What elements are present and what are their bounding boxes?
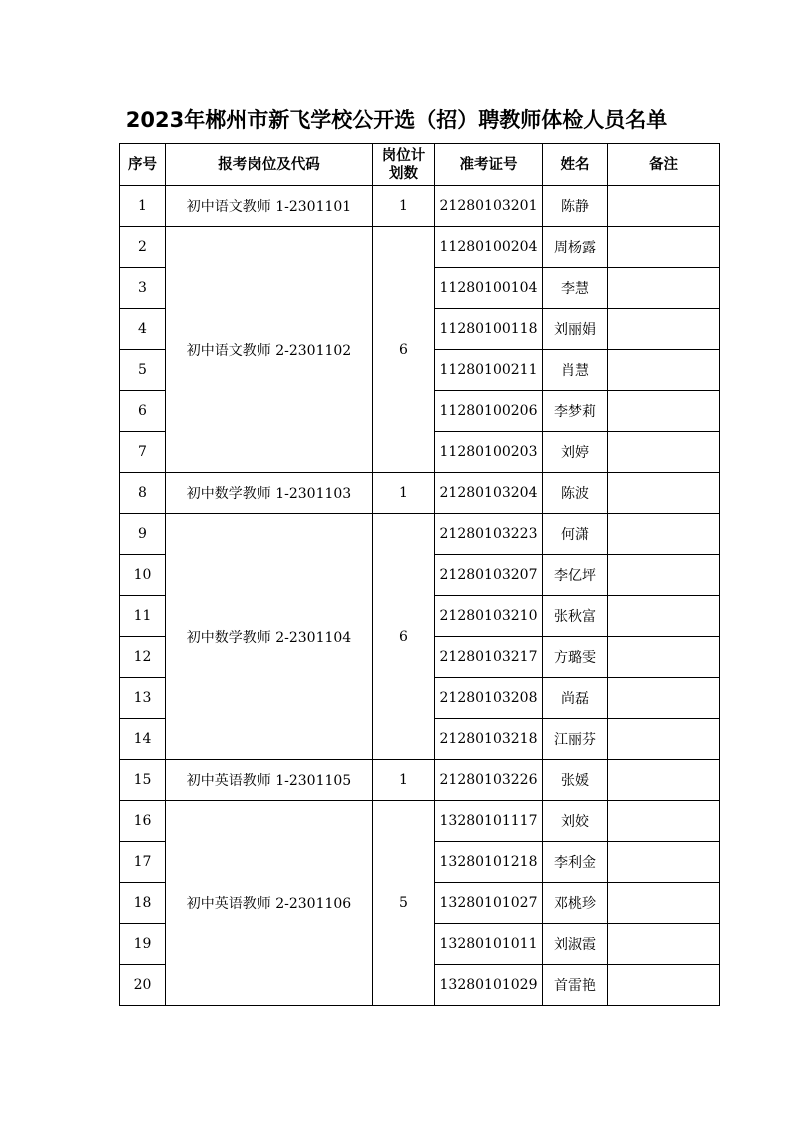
cell-exam-id: 21280103210 [435,596,543,637]
cell-position: 初中语文教师 1-2301101 [166,186,373,227]
cell-name: 方璐雯 [543,637,608,678]
cell-no: 8 [120,473,166,514]
cell-no: 1 [120,186,166,227]
cell-exam-id: 11280100206 [435,391,543,432]
cell-no: 18 [120,883,166,924]
cell-no: 10 [120,555,166,596]
cell-note [608,883,720,924]
cell-no: 16 [120,801,166,842]
cell-name: 张媛 [543,760,608,801]
cell-no: 13 [120,678,166,719]
cell-name: 李亿坪 [543,555,608,596]
cell-position: 初中英语教师 2-2301106 [166,801,373,1006]
cell-note [608,473,720,514]
cell-no: 6 [120,391,166,432]
table-row [120,186,720,227]
cell-name: 肖慧 [543,350,608,391]
cell-exam-id: 13280101027 [435,883,543,924]
cell-exam-id: 21280103223 [435,514,543,555]
cell-exam-id: 21280103226 [435,760,543,801]
cell-no: 9 [120,514,166,555]
cell-exam-id: 21280103201 [435,186,543,227]
cell-note [608,432,720,473]
table-row [120,473,720,514]
cell-exam-id: 13280101218 [435,842,543,883]
cell-no: 19 [120,924,166,965]
header-exam-id: 准考证号 [435,144,543,186]
cell-exam-id: 13280101029 [435,965,543,1006]
header-plan [373,144,435,186]
cell-note [608,637,720,678]
cell-plan: 6 [373,227,435,473]
cell-exam-id: 21280103217 [435,637,543,678]
cell-note [608,514,720,555]
cell-note [608,350,720,391]
cell-note [608,309,720,350]
cell-exam-id: 21280103218 [435,719,543,760]
cell-name: 刘姣 [543,801,608,842]
cell-position: 初中数学教师 1-2301103 [166,473,373,514]
cell-exam-id: 11280100118 [435,309,543,350]
cell-name: 李慧 [543,268,608,309]
table-row [120,801,720,842]
cell-name: 陈静 [543,186,608,227]
cell-note [608,186,720,227]
table-row [120,514,720,555]
cell-note [608,965,720,1006]
cell-exam-id: 11280100204 [435,227,543,268]
cell-no: 15 [120,760,166,801]
cell-name: 周杨露 [543,227,608,268]
cell-position: 初中语文教师 2-2301102 [166,227,373,473]
table-row [120,760,720,801]
cell-name: 首雷艳 [543,965,608,1006]
cell-plan: 1 [373,473,435,514]
cell-name: 刘婷 [543,432,608,473]
header-note: 备注 [608,144,720,186]
cell-note [608,596,720,637]
cell-name: 邓桃珍 [543,883,608,924]
cell-position: 初中英语教师 1-2301105 [166,760,373,801]
table-row [120,227,720,268]
cell-note [608,924,720,965]
cell-no: 20 [120,965,166,1006]
cell-name: 陈波 [543,473,608,514]
cell-plan: 1 [373,760,435,801]
header-position: 报考岗位及代码 [166,144,373,186]
header-no: 序号 [120,144,166,186]
cell-note [608,268,720,309]
cell-name: 李梦莉 [543,391,608,432]
cell-no: 3 [120,268,166,309]
cell-no: 5 [120,350,166,391]
cell-plan: 5 [373,801,435,1006]
cell-no: 17 [120,842,166,883]
candidate-table [119,143,720,1006]
cell-note [608,801,720,842]
cell-note [608,760,720,801]
header-plan-line2: 划数 [389,165,418,182]
cell-note [608,678,720,719]
cell-name: 江丽芬 [543,719,608,760]
cell-note [608,391,720,432]
cell-no: 11 [120,596,166,637]
cell-no: 7 [120,432,166,473]
cell-note [608,719,720,760]
cell-note [608,227,720,268]
cell-plan: 1 [373,186,435,227]
cell-name: 何潇 [543,514,608,555]
cell-exam-id: 11280100203 [435,432,543,473]
cell-name: 尚磊 [543,678,608,719]
cell-exam-id: 21280103204 [435,473,543,514]
header-plan-line1: 岗位计 [381,147,426,164]
cell-no: 14 [120,719,166,760]
cell-name: 张秋富 [543,596,608,637]
cell-name: 刘淑霞 [543,924,608,965]
cell-note [608,842,720,883]
cell-exam-id: 21280103208 [435,678,543,719]
cell-name: 李利金 [543,842,608,883]
cell-no: 12 [120,637,166,678]
cell-no: 2 [120,227,166,268]
cell-exam-id: 13280101011 [435,924,543,965]
cell-exam-id: 21280103207 [435,555,543,596]
cell-plan: 6 [373,514,435,760]
header-name: 姓名 [543,144,608,186]
cell-exam-id: 11280100211 [435,350,543,391]
cell-name: 刘丽娟 [543,309,608,350]
cell-note [608,555,720,596]
table-body [120,186,720,1006]
table-header [120,144,720,186]
cell-exam-id: 13280101117 [435,801,543,842]
document-title: 2023年郴州市新飞学校公开选（招）聘教师体检人员名单 [125,108,668,132]
cell-exam-id: 11280100104 [435,268,543,309]
header-row [120,144,720,186]
cell-no: 4 [120,309,166,350]
cell-position: 初中数学教师 2-2301104 [166,514,373,760]
